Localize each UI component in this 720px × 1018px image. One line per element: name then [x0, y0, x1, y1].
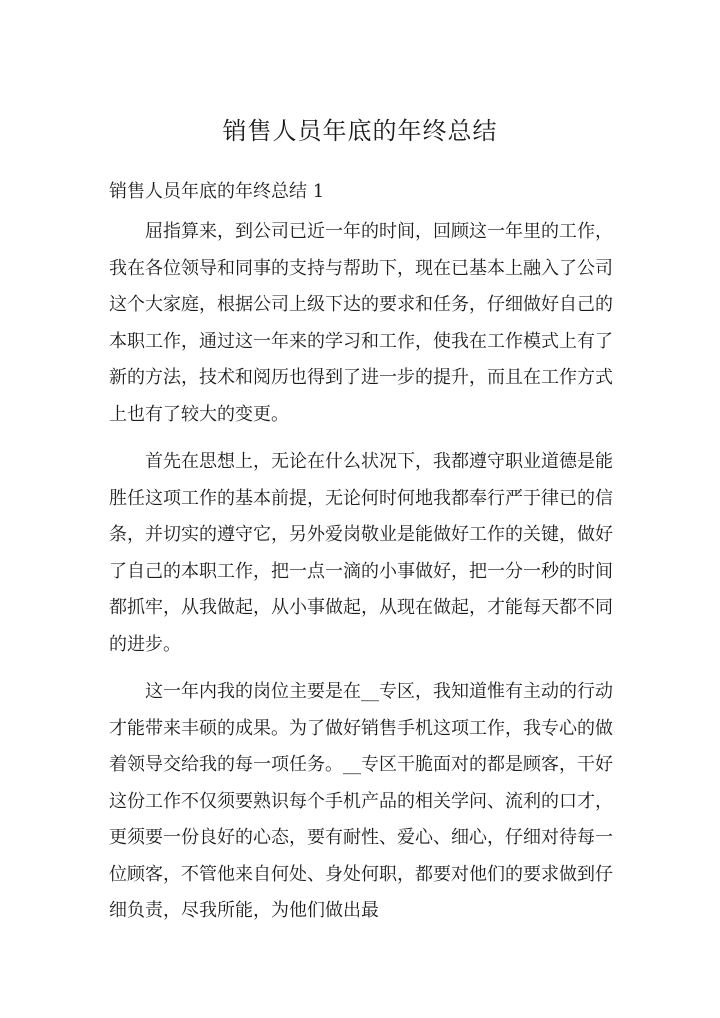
section-heading: 销售人员年底的年终总结 1	[109, 181, 325, 202]
document-body	[109, 214, 613, 941]
paragraph-3: 这一年内我的岗位主要是在__专区，我知道惟有主动的行动才能带来丰硕的成果。为了做好销售手机这项工作，我专心的做着领导交给我的每一项任务。__专区干脆面对的都是顾客，干好这份工作不仅须要熟识每个手机产品的相关学问、流利的口才，更须要一份良好的心态，要有耐性、爱心、细心，仔细对待每一位顾客，不管他来自何处、身处何职，都要对他们的要求做到仔细负责，尽我所能，为他们做出最	[109, 681, 613, 921]
paragraph-1: 屈指算来，到公司已近一年的时间，回顾这一年里的工作，我在各位领导和同事的支持与帮助下，现在已基本上融入了公司这个大家庭，根据公司上级下达的要求和任务，仔细做好自己的本职工作，通过这一年来的学习和工作，使我在工作模式上有了新的方法，技术和阅历也得到了进一步的提升，而且在工作方式上也有了较大的变更。	[109, 221, 613, 425]
document-title: 销售人员年底的年终总结	[222, 117, 498, 145]
paragraph-2: 首先在思想上，无论在什么状况下，我都遵守职业道德是能胜任这项工作的基本前提，无论何时何地我都奉行严于律已的信条，并切实的遵守它，另外爱岗敬业是能做好工作的关键，做好了自己的本职工作，把一点一滴的小事做好，把一分一秒的时间都抓牢，从我做起，从小事做起，从现在做起，才能每天都不同的进步。	[109, 451, 613, 655]
